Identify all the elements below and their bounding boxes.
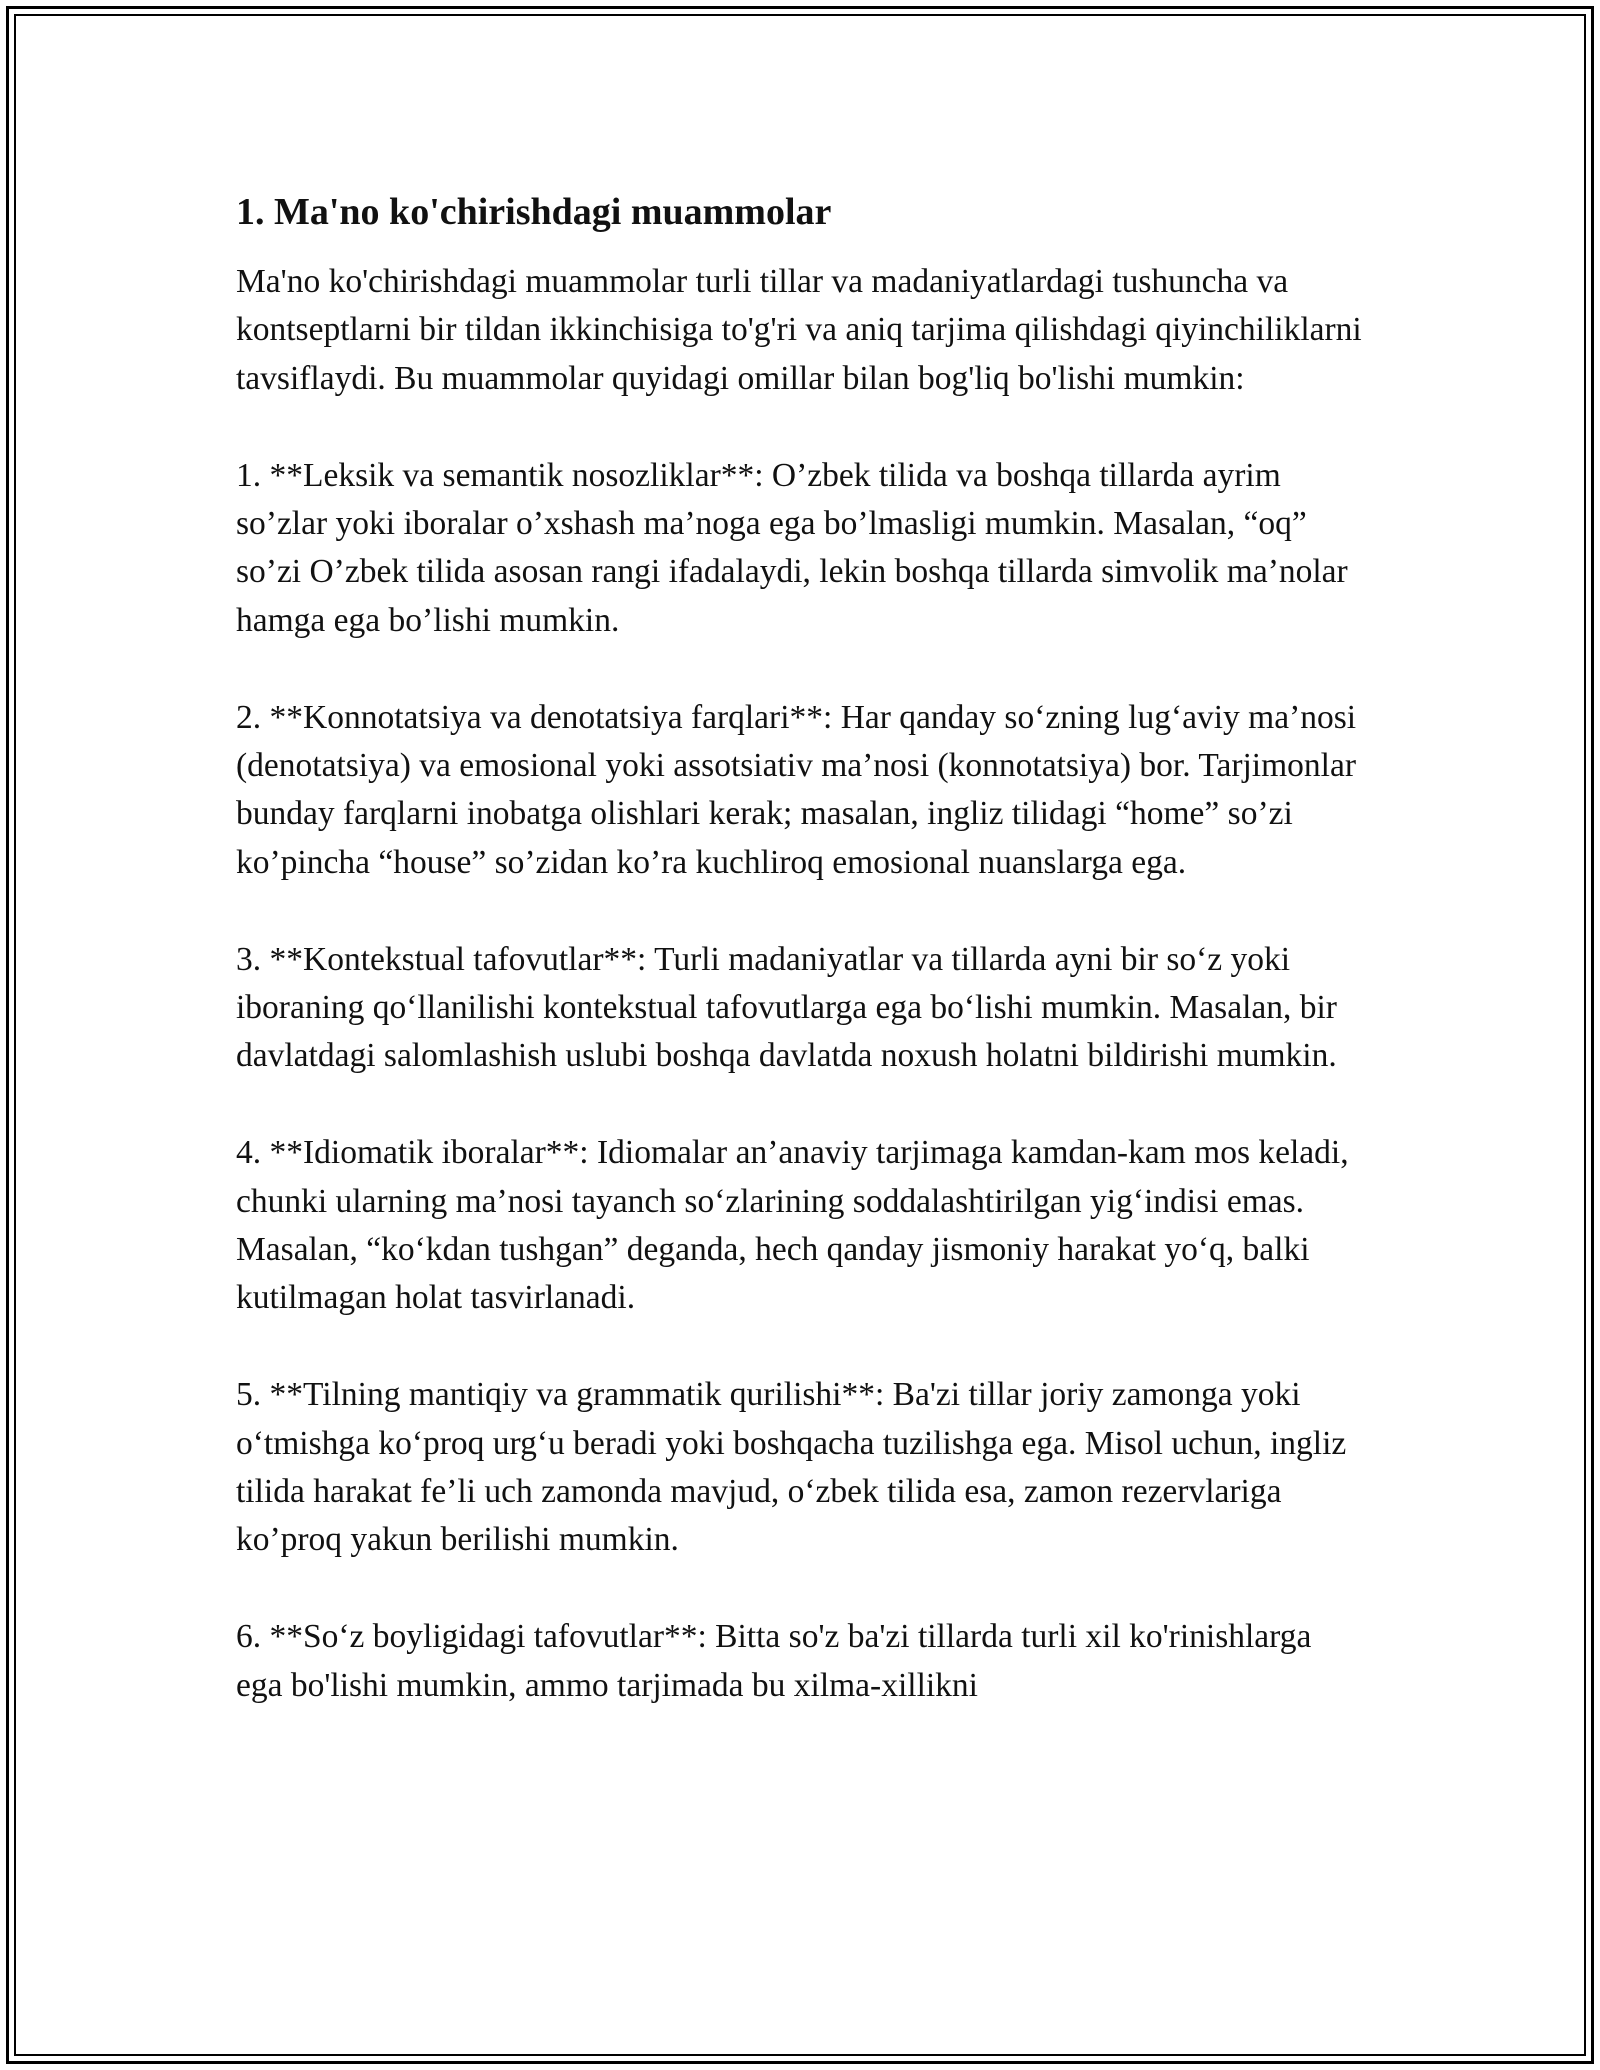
list-item-2: 2. **Konnotatsiya va denotatsiya farqlari**: Har qanday so‘zning lug‘aviy ma’nosi (denotatsiya) va emosional yoki assotsiativ ma’nosi (konnotatsiya) bor. Tarjimonlar bunday farqlarni inobatga olishlari kerak; masalan, ingliz tilidagi “home” so’zi ko’pincha “house” so’zidan ko’ra kuchliroq emosional nuanslarga ega.	[236, 698, 1357, 881]
list-item-6: 6. **So‘z boyligidagi tafovutlar**: Bitta so'z ba'zi tillarda turli xil ko'rinishlarga ega bo'lishi mumkin, ammo tarjimada bu xilma-xillikni	[236, 1618, 1312, 1704]
document-body	[236, 186, 1366, 1710]
list-item-4: 4. **Idiomatik iboralar**: Idiomalar an’anaviy tarjimaga kamdan-kam mos keladi, chunki ularning ma’nosi tayanch so‘zlarining soddalashtirilgan yig‘indisi emas. Masalan, “ko‘kdan tushgan” deganda, hech qanday jismoniy harakat yo‘q, balki kutilmagan holat tasvirlanadi.	[236, 1134, 1349, 1317]
intro-paragraph: Ma'no ko'chirishdagi muammolar turli tillar va madaniyatlardagi tushuncha va kontseptlarni bir tildan ikkinchisiga to'g'ri va aniq tarjima qilishdagi qiyinchiliklarni tavsiflaydi. Bu muammolar quyidagi omillar bilan bog'liq bo'lishi mumkin:	[236, 263, 1362, 397]
list-item-5: 5. **Tilning mantiqiy va grammatik qurilishi**: Ba'zi tillar joriy zamonga yoki o‘tmishga ko‘proq urg‘u beradi yoki boshqacha tuzilishga ega. Misol uchun, ingliz tilida harakat fe’li uch zamonda mavjud, o‘zbek tilida esa, zamon rezervlariga ko’proq yakun berilishi mumkin.	[236, 1376, 1347, 1559]
list-item-1: 1. **Leksik va semantik nosozliklar**: O’zbek tilida va boshqa tillarda ayrim so’zlar yoki iboralar o’xshash ma’noga ega bo’lmasligi mumkin. Masalan, “oq” so’zi O’zbek tilida asosan rangi ifadalaydi, lekin boshqa tillarda simvolik ma’nolar hamga ega bo’lishi mumkin.	[236, 456, 1348, 639]
document-title: 1. Ma'no ko'chirishdagi muammolar	[236, 191, 832, 233]
list-item-3: 3. **Kontekstual tafovutlar**: Turli madaniyatlar va tillarda ayni bir so‘z yoki iboraning qo‘llanilishi kontekstual tafovutlarga ega bo‘lishi mumkin. Masalan, bir davlatdagi salomlashish uslubi boshqa davlatda noxush holatni bildirishi mumkin.	[236, 940, 1337, 1075]
